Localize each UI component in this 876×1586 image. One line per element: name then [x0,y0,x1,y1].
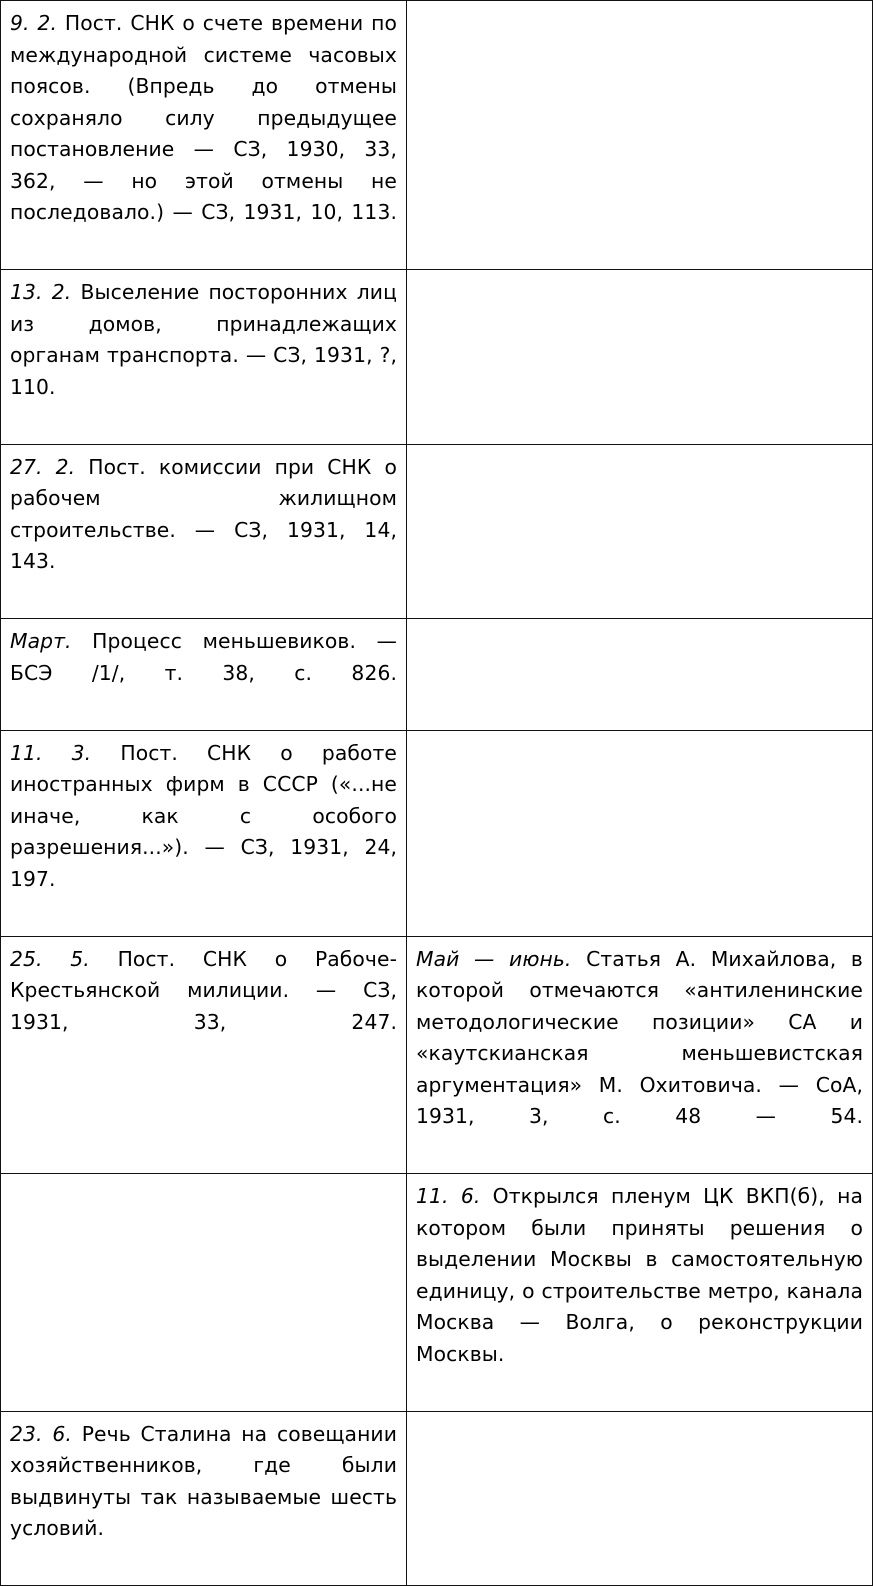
table-cell-left [1,444,407,619]
entry-date: Март. [10,629,72,653]
entry-body: Пост. комиссии при СНК о рабочем жилищном строительстве. — СЗ, 1931, 14, 143. [10,454,397,573]
entry-paragraph [10,277,397,435]
entry-text-block [416,452,863,484]
table-cell-right [407,1411,873,1586]
entry-text-block [10,277,397,435]
table-cell-left [1,1174,407,1412]
entry-paragraph [10,8,397,260]
entry-date: 13. 2. [10,280,72,304]
entry-body: Речь Сталина на совещании хозяйственников, где были выдвинуты так называемые шесть условий. [10,1421,397,1540]
table-row [1,1,873,270]
table-row [1,619,873,731]
table-cell-right [407,1,873,270]
entry-text-block [416,1419,863,1451]
entry-paragraph [416,452,863,484]
entry-date: 27. 2. [10,454,76,479]
entry-paragraph [10,626,397,721]
entry-text-block [416,944,863,1165]
entry-text-block [10,626,397,721]
entry-paragraph [416,277,863,309]
entry-paragraph [10,1419,397,1577]
entry-body: Пост. СНК о счете времени по международной системе часовых поясов. (Впредь до отмены сохраняло силу предыдущее постановление — СЗ, 1930, 33, 362, — но этой отмены не последовало.) — СЗ, 1931, 10, 113. [10,11,397,224]
entry-body: Выселение посторонних лиц из домов, принадлежащих органам транспорта. — СЗ, 1931, ?, 110. [10,280,397,399]
entry-text-block [10,1181,397,1213]
entry-body: Статья А. Михайлова, в которой отмечаются «антиленинские методологические позиции» СА и «каутскианская меньшевистская аргументация» М. Охитовича. — СоА, 1931, 3, с. 48 — 54. [416,946,863,1128]
entry-body: Открылся пленум ЦК ВКП(б), на котором были приняты решения о выделении Москвы в самостоятельную единицу, о строительстве метро, канала Москва — Волга, о реконструкции Москвы. [416,1184,863,1366]
table-cell-left [1,1,407,270]
table-body [1,1,873,1586]
table-cell-right [407,730,873,936]
table-cell-right [407,619,873,731]
table-row [1,1411,873,1586]
entry-date: 11. 6. [416,1184,481,1208]
entry-paragraph [10,452,397,610]
entry-paragraph [416,944,863,1165]
entry-text-block [10,738,397,927]
entry-date: 25. 5. [10,946,90,971]
entry-paragraph [416,8,863,40]
table-row [1,730,873,936]
entry-text-block [416,8,863,40]
entry-text-block [416,277,863,309]
table-row [1,1174,873,1412]
table-row [1,270,873,445]
entry-text-block [10,944,397,1070]
entry-paragraph [10,738,397,927]
table-row [1,936,873,1174]
entry-paragraph [416,626,863,658]
entry-date: Май — июнь. [416,946,572,971]
entry-paragraph [416,738,863,770]
entry-body: Пост. СНК о Рабоче-Крестьянской милиции. — СЗ, 1931, 33, 247. [10,946,397,1034]
entry-paragraph [416,1419,863,1451]
entry-date: 23. 6. [10,1421,72,1446]
entry-text-block [10,8,397,260]
entry-body: Процесс меньшевиков. — БСЭ /1/, т. 38, с. 826. [10,629,397,685]
entry-text-block [416,738,863,770]
entry-paragraph [10,944,397,1070]
table-cell-right [407,1174,873,1412]
table-cell-left [1,936,407,1174]
table-cell-left [1,730,407,936]
table-cell-left [1,619,407,731]
entry-body: Пост. СНК о работе иностранных фирм в СССР («...не иначе, как с особого разрешения...»). — СЗ, 1931, 24, 197. [10,740,397,891]
entry-text-block [10,452,397,610]
entry-date: 9. 2. [10,11,57,35]
entry-paragraph [10,1181,397,1213]
entry-paragraph [416,1181,863,1402]
table-cell-right [407,936,873,1174]
table-cell-right [407,444,873,619]
entry-date: 11. 3. [10,740,92,765]
table-cell-left [1,1411,407,1586]
entry-text-block [416,1181,863,1402]
table-cell-right [407,270,873,445]
table-cell-left [1,270,407,445]
entry-text-block [10,1419,397,1577]
entry-text-block [416,626,863,658]
table-row [1,444,873,619]
